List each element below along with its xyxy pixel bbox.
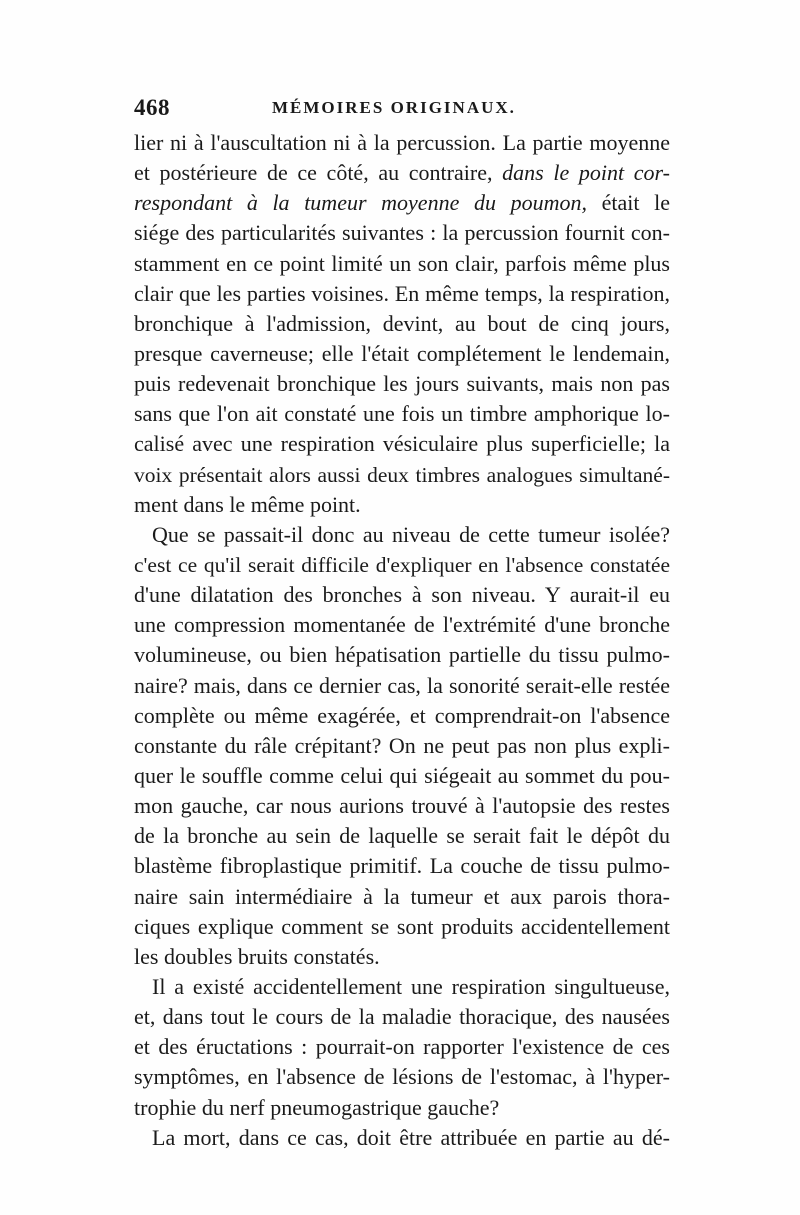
text-line: stamment en ce point limité un son clair, parfois même plus [134,250,670,276]
italic-span: respondant à la tumeur moyenne du poumon, [134,190,587,216]
text-line [134,158,670,188]
text-line: blastème fibroplastique primitif. La couche de tissu pulmo- [134,853,670,879]
text-line: les doubles bruits constatés. [134,943,380,969]
text-line: calisé avec une respiration vésiculaire plus superficielle; la [134,431,670,457]
text-line: c'est ce qu'il serait difficile d'expliquer en l'absence constatée [134,552,670,577]
text-line: Il a existé accidentellement une respiration singultueuse, [152,973,670,999]
text-line: trophie du nerf pneumogastrique gauche? [134,1094,500,1120]
text-line: ment dans le même point. [134,491,361,517]
text-line: quer le souffle comme celui qui siégeait au sommet du pou- [134,762,670,788]
text-line: et, dans tout le cours de la maladie thoracique, des nausées [134,1004,670,1030]
text-line: et des éructations : pourrait-on rapporter l'existence de ces [134,1034,670,1060]
text-line: complète ou même exagérée, et comprendrait-on l'absence [134,702,670,728]
text-line: bronchique à l'admission, devint, au bout de cinq jours, [134,310,670,336]
text-line: ciques explique comment se sont produits accidentellement [134,913,670,939]
text-span: était le [586,190,670,216]
text-line: voix présentait alors aussi deux timbres analogues simultané- [134,462,670,487]
text-line: une compression momentanée de l'extrémité d'une bronche [134,612,670,638]
page-header [134,95,670,125]
text-line: presque caverneuse; elle l'était complétement le lendemain, [134,340,670,366]
text-line: naire sain intermédiaire à la tumeur et aux parois thora- [134,883,670,909]
body-text [134,128,670,1153]
text-line [134,188,670,218]
text-line: siége des particularités suivantes : la percussion fournit con- [134,220,670,246]
text-line: symptômes, en l'absence de lésions de l'estomac, à l'hyper- [134,1064,670,1090]
text-line: lier ni à l'auscultation ni à la percussion. La partie moyenne [134,130,670,155]
text-line: sans que l'on ait constaté une fois un timbre amphorique lo- [134,401,670,427]
text-line: mon gauche, car nous aurions trouvé à l'autopsie des restes [134,793,670,819]
text-line: constante du râle crépitant? On ne peut pas non plus expli- [134,732,670,758]
text-line: La mort, dans ce cas, doit être attribuée en partie au dé- [152,1124,670,1150]
page-number: 468 [134,95,170,120]
text-line: Que se passait-il donc au niveau de cette tumeur isolée? [152,521,670,547]
text-line: d'une dilatation des bronches à son niveau. Y aurait-il eu [134,582,670,608]
text-line: naire? mais, dans ce dernier cas, la sonorité serait-elle restée [134,672,670,698]
text-line: clair que les parties voisines. En même temps, la respiration, [134,280,670,306]
italic-span: dans le point cor- [502,160,671,186]
text-line: de la bronche au sein de laquelle se serait fait le dépôt du [134,823,670,849]
running-head: MÉMOIRES ORIGINAUX. [272,98,516,117]
text-line: volumineuse, ou bien hépatisation partielle du tissu pulmo- [134,642,670,668]
text-line: puis redevenait bronchique les jours suivants, mais non pas [134,371,670,397]
text-span: et postérieure de ce côté, au contraire, [134,160,493,186]
